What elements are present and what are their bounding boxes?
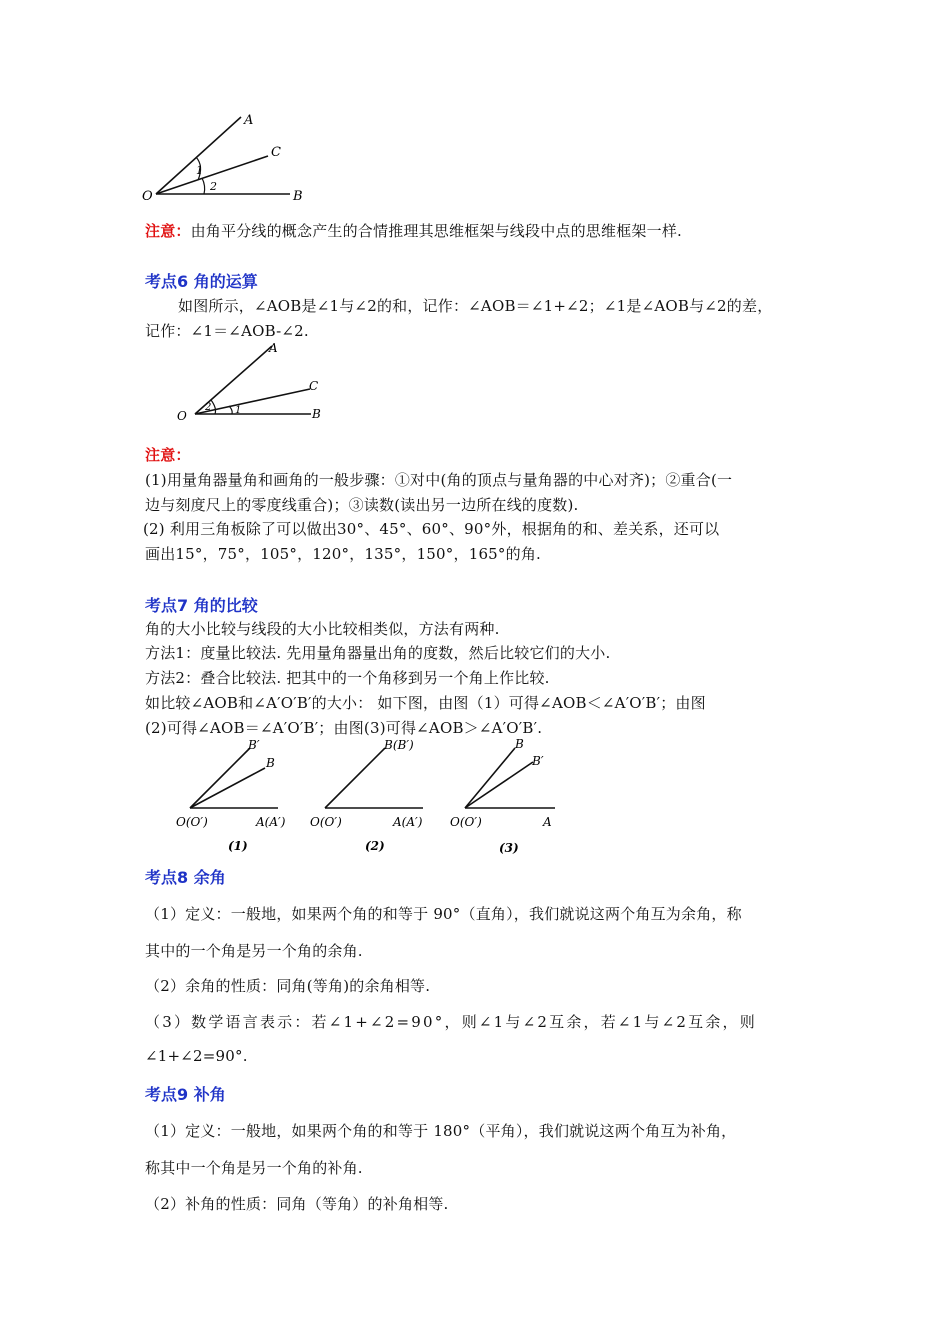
label-o: O(O′) — [450, 815, 482, 829]
sec8-line-1: （1）定义：一般地，如果两个角的和等于 90°（直角），我们就说这两个角互为余角，称 — [145, 905, 742, 923]
label-b: B — [293, 189, 303, 204]
note-2-label: 注意： — [145, 446, 191, 464]
sec7-line-1: 角的大小比较与线段的大小比较相类似，方法有两种. — [145, 620, 500, 638]
sec7-line-2: 方法1：度量比较法. 先用量角器量出角的度数，然后比较它们的大小. — [145, 644, 611, 662]
label-b: B — [515, 737, 524, 751]
label-a: A(A′) — [256, 815, 286, 829]
sec8-line-2: 其中的一个角是另一个角的余角. — [145, 942, 363, 960]
note-2-line-2: 边与刻度尺上的零度线重合)；③读数(读出另一边所在线的度数). — [145, 496, 579, 514]
sec8-line-5: ∠1+∠2=90°. — [145, 1047, 248, 1065]
sec7-line-5: (2)可得∠AOB＝∠A′O′B′；由图(3)可得∠AOB＞∠A′O′B′. — [145, 719, 543, 737]
note-2-line-1: (1)用量角器量角和画角的一般步骤：①对中(角的顶点与量角器的中心对齐)；②重合(一 — [145, 471, 733, 489]
sec6-line-1: 如图所示，∠AOB是∠1与∠2的和，记作：∠AOB＝∠1+∠2；∠1是∠AOB与∠2的差， — [178, 297, 773, 315]
label-b-b-prime: B(B′) — [384, 738, 414, 752]
label-b: B — [312, 407, 321, 421]
label-angle-2: 2 — [210, 180, 217, 193]
comparison-panel-2 — [310, 738, 423, 853]
sec8-line-3: （2）余角的性质：同角(等角)的余角相等. — [145, 977, 431, 995]
note-2-line-4: 画出15°，75°，105°，120°，135°，150°，165°的角. — [145, 545, 541, 563]
label-o: O — [142, 189, 153, 204]
label-angle-1: 1 — [235, 405, 242, 416]
label-b: B — [266, 756, 275, 770]
label-angle-2: 2 — [205, 402, 212, 413]
sec9-line-2: 称其中一个角是另一个角的补角. — [145, 1159, 363, 1177]
section-9-title: 考点9 补角 — [145, 1085, 226, 1104]
section-6-title: 考点6 角的运算 — [145, 272, 258, 291]
label-o: O — [177, 409, 187, 423]
label-c: C — [309, 379, 319, 393]
note-text: 由角平分线的概念产生的合情推理其思维框架与线段中点的思维框架一样. — [190, 222, 682, 240]
section-7-title: 考点7 角的比较 — [145, 596, 258, 615]
label-a: A — [543, 815, 552, 829]
section-8-title: 考点8 余角 — [145, 868, 226, 887]
caption-3: (3) — [499, 841, 519, 855]
caption-1: (1) — [228, 839, 248, 853]
note-1 — [145, 220, 682, 241]
label-b-prime: B′ — [248, 738, 260, 752]
label-a: A — [269, 341, 278, 355]
label-a: A(A′) — [393, 815, 423, 829]
sec7-line-3: 方法2：叠合比较法. 把其中的一个角移到另一个角上作比较. — [145, 669, 550, 687]
sec9-line-1: （1）定义：一般地，如果两个角的和等于 180°（平角），我们就说这两个角互为补角， — [145, 1122, 737, 1140]
caption-2: (2) — [365, 839, 385, 853]
note-2-line-3: (2) 利用三角板除了可以做出30°、45°、60°、90°外，根据角的和、差关系，还可以 — [143, 520, 720, 538]
sec6-line-2: 记作：∠1＝∠AOB-∠2. — [145, 322, 309, 340]
sec8-line-4: （3）数学语言表示：若∠1+∠2=90°，则∠1与∠2互余，若∠1与∠2互余，则 — [145, 1013, 757, 1031]
label-angle-1: 1 — [196, 164, 203, 177]
figure-angle-bisector — [140, 108, 320, 208]
label-o: O(O′) — [310, 815, 342, 829]
label-o: O(O′) — [176, 815, 208, 829]
label-b-prime: B′ — [532, 754, 544, 768]
label-c: C — [271, 145, 281, 160]
comparison-panel-1 — [176, 738, 286, 853]
comparison-panel-3 — [450, 737, 555, 855]
note-label: 注意： — [145, 222, 191, 240]
label-a: A — [244, 113, 254, 128]
sec7-line-4: 如比较∠AOB和∠A′O′B′的大小： 如下图，由图（1）可得∠AOB＜∠A′O′B′；由图 — [145, 694, 706, 712]
figure-angle-comparison — [170, 736, 570, 858]
sec9-line-3: （2）补角的性质：同角（等角）的补角相等. — [145, 1195, 449, 1213]
figure-angle-sum — [175, 338, 335, 426]
